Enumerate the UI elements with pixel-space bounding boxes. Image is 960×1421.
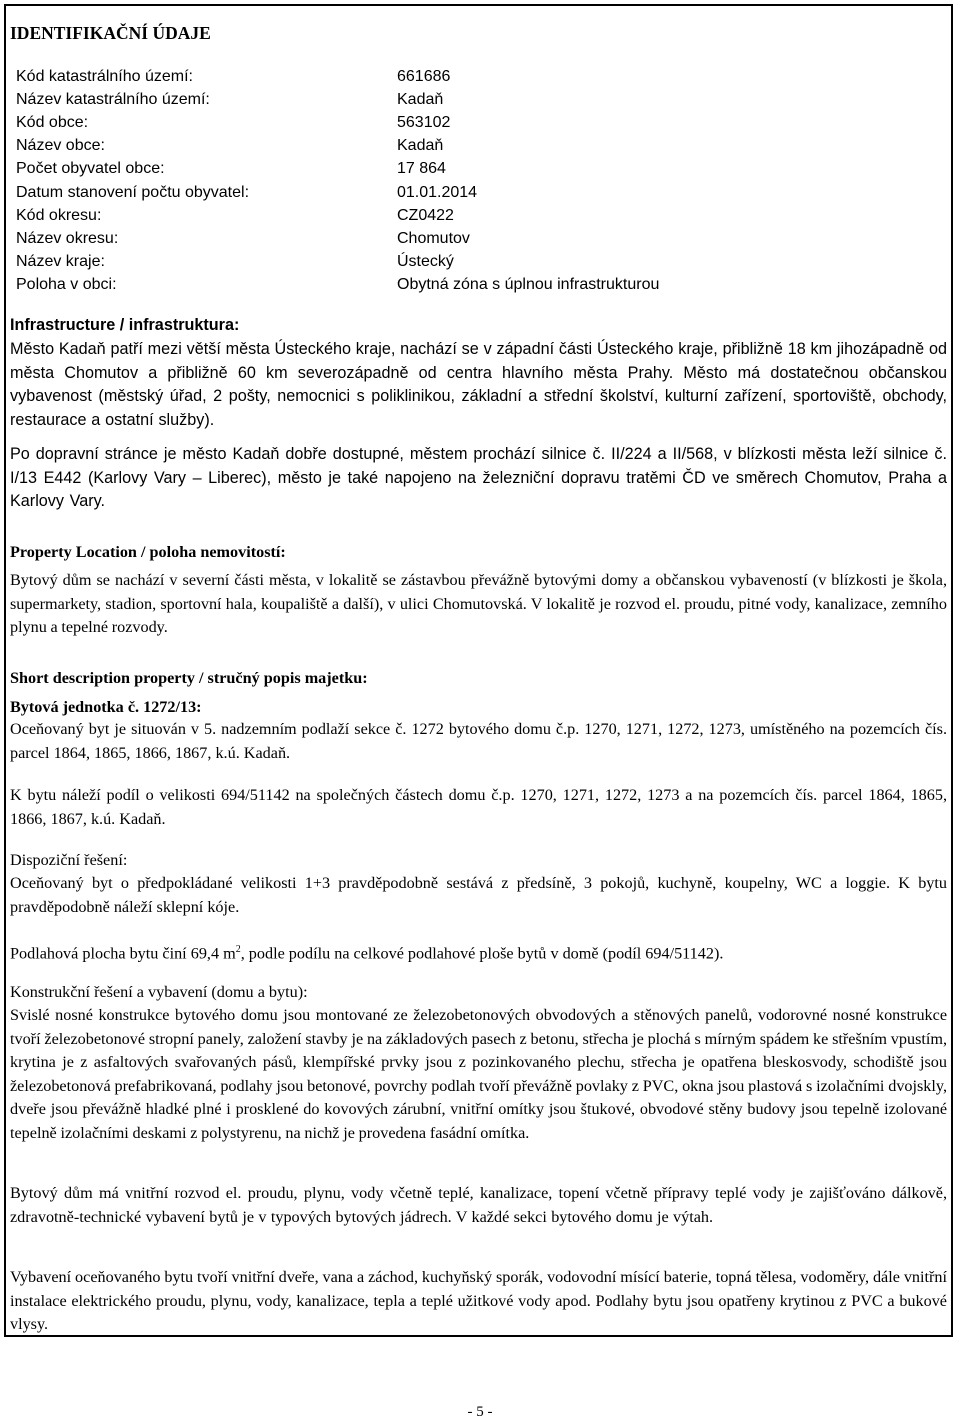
id-label: Název kraje: bbox=[16, 252, 105, 270]
disposition-heading: Dispoziční řešení: bbox=[10, 851, 128, 869]
location-paragraph: Bytový dům se nachází v severní části města, v lokalitě se zástavbou převážně bytovými domy a občanskou vybaveností (v blízkosti je škola, supermarkety, stadion, sportovní hala, koupaliště a další), v ulici Chomutovská. V lokalitě je rozvod el. proudu, pitné vody, kanalizace, zemního plynu a tepelné rozvody. bbox=[10, 571, 947, 637]
id-value: Obytná zóna s úplnou infrastrukturou bbox=[397, 275, 660, 293]
description-heading: Short description property / stručný popis majetku: bbox=[10, 669, 368, 687]
unit-location-paragraph: Oceňovaný byt je situován v 5. nadzemním podlaží sekce č. 1272 bytového domu č.p. 1270, 1271, 1272, 1273, umístěného na pozemcích čís. parcel 1864, 1865, 1866, 1867, k.ú. Kadaň. bbox=[10, 720, 947, 762]
id-label: Název katastrálního území: bbox=[16, 91, 210, 109]
disposition-paragraph: Oceňovaný byt o předpokládané velikosti 1+3 pravděpodobně sestává z předsíně, 3 pokojů, kuchyně, koupelny, WC a loggie. K bytu pravděpodobně náleží sklepní kóje. bbox=[10, 874, 947, 916]
transport-paragraph: Po dopravní stránce je město Kadaň dobře dostupné, městem prochází silnice č. II/224 a II/568, v blízkosti města leží silnice č. I/13 E442 (Karlovy Vary – Liberec), město je také napojeno na železniční dopravu tratěmi ČD ve směrech Chomutov, Praha a Karlovy Vary. bbox=[10, 445, 947, 511]
id-value: Ústecký bbox=[397, 252, 454, 270]
infra-heading: Infrastructure / infrastruktura: bbox=[10, 316, 240, 334]
id-label: Poloha v obci: bbox=[16, 275, 117, 293]
id-label: Počet obyvatel obce: bbox=[16, 160, 165, 178]
share-paragraph: K bytu náleží podíl o velikosti 694/51142 na společných částech domu č.p. 1270, 1271, 1272, 1273 a na pozemcích čís. parcel 1864, 1865, 1866, 1867, k.ú. Kadaň. bbox=[10, 786, 947, 828]
id-value: 17 864 bbox=[397, 160, 446, 178]
id-value: 563102 bbox=[397, 114, 451, 132]
floor-area-share-text: , podle podílu na celkové podlahové ploše bytů v domě (podíl 694/51142). bbox=[240, 944, 724, 963]
construction-paragraph: Svislé nosné konstrukce bytového domu jsou montované ze železobetonových obvodových a stěnových panelů, vodorovné nosné konstrukce tvoří železobetonové stropní panely, založení stavby je na základových pasech z betonu, střecha je plochá s mírným spádem ke střešním vpustím, krytina je z asfaltových svařovaných pásů, klempířské prvky jsou z pozinkovaného plechu, střecha je opatřena bleskosvody, schodiště jsou železobetonová prefabrikovaná, podlahy jsou betonové, povrchy podlah tvoří převážně povlaky z PVC, okna jsou plastová s izolačními dvojskly, dveře jsou převážně hladké plné i prosklené do kovových zárubní, vnitřní omítky jsou štukové, obvodové stěny budovy jsou tepelně izolované tepelně izolačními deskami z polystyrenu, na nichž je provedena fasádní omítka. bbox=[10, 1006, 947, 1142]
unit-heading: Bytová jednotka č. 1272/13: bbox=[10, 698, 202, 716]
id-value: 661686 bbox=[397, 68, 451, 85]
id-label: Název okresu: bbox=[16, 229, 119, 247]
id-label: Kód katastrálního území: bbox=[16, 68, 193, 85]
equipment-paragraph: Vybavení oceňovaného bytu tvoří vnitřní dveře, vana a záchod, kuchyňský sporák, vodovodní mísící baterie, topná tělesa, vodoměry, dále vnitřní instalace elektrického proudu, plynu, vody, kanalizace, tepla a teplé užitkové vody apod. Podlahy bytu jsou opatřeny krytinou z PVC a bukové vlysy. bbox=[10, 1268, 947, 1334]
utilities-paragraph: Bytový dům má vnitřní rozvod el. proudu, plynu, vody včetně teplé, kanalizace, topení včetně přípravy teplé vody je zajišťováno dálkově, zdravotně-technické vybavení bytů je v typových bytových jádrech. V každé sekci bytového domu je výtah. bbox=[10, 1184, 947, 1226]
id-label: Kód obce: bbox=[16, 114, 89, 132]
infra-paragraph: Město Kadaň patří mezi větší města Ústeckého kraje, nachází se v západní části Ústeckého kraje, přibližně 18 km jihozápadně od města Chomutov a přibližně 60 km severozápadně od centra hlavního města Prahy. Město má dostatečnou občanskou vybavenost (městský úřad, 2 pošty, nemocnici s poliklinikou, základní a střední školství, kulturní zařízení, sportoviště, obchody, restaurace a ostatní služby). bbox=[10, 340, 947, 429]
page-title: IDENTIFIKAČNÍ ÚDAJE bbox=[10, 23, 211, 43]
id-value: CZ0422 bbox=[397, 206, 454, 224]
floor-area-paragraph bbox=[10, 938, 947, 966]
id-label: Název obce: bbox=[16, 137, 105, 155]
id-value: 01.01.2014 bbox=[397, 183, 478, 201]
id-value: Chomutov bbox=[397, 229, 470, 247]
id-value: Kadaň bbox=[397, 91, 444, 109]
id-label: Datum stanovení počtu obyvatel: bbox=[16, 183, 250, 201]
id-label: Kód okresu: bbox=[16, 206, 102, 224]
floor-area-text: Podlahová plocha bytu činí 69,4 m bbox=[10, 944, 236, 963]
page-number: - 5 - bbox=[467, 1404, 493, 1420]
construction-heading: Konstrukční řešení a vybavení (domu a bytu): bbox=[10, 983, 308, 1001]
id-value: Kadaň bbox=[397, 137, 444, 155]
floor-area-unit-sup: 2 bbox=[235, 944, 241, 955]
location-heading: Property Location / poloha nemovitostí: bbox=[10, 543, 286, 561]
